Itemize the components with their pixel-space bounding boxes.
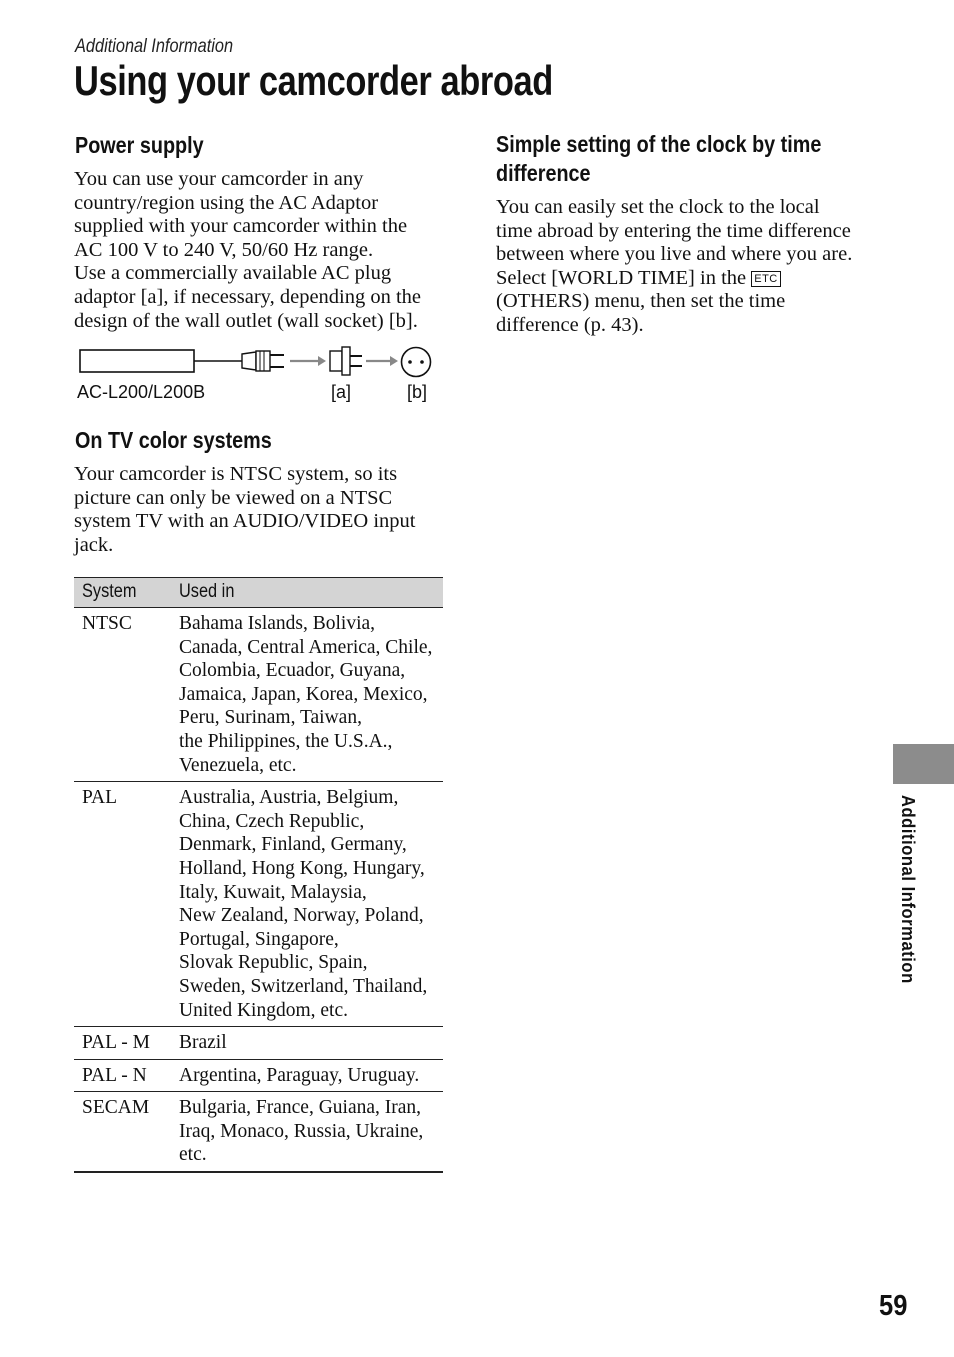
others-menu-icon: ETC xyxy=(751,271,781,287)
table-row xyxy=(74,1092,443,1173)
system-cell: NTSC xyxy=(82,613,132,634)
plug-adaptor-icon xyxy=(330,347,362,375)
system-cell: PAL - M xyxy=(82,1032,150,1054)
table-row xyxy=(74,1027,443,1060)
tv-systems-table xyxy=(74,577,443,1173)
plug-label: [a] xyxy=(331,382,352,402)
tv-systems-heading: On TV color systems xyxy=(75,427,272,453)
column-header-system: System xyxy=(82,581,137,602)
table-row xyxy=(74,1060,443,1093)
ac-adaptor-icon xyxy=(80,350,194,372)
column-header-used-in: Used in xyxy=(179,581,235,602)
side-tab-marker xyxy=(893,744,954,784)
table-row xyxy=(74,782,443,1027)
plug-diagram-graphic xyxy=(74,340,444,385)
page-number: 59 xyxy=(879,1290,908,1322)
table-header xyxy=(74,577,443,608)
power-supply-heading: Power supply xyxy=(75,132,204,158)
power-supply-text: You can use your camcorder in any country/region using the AC Adaptor supplied with your camcorder within the AC 100 V to 240 V, 50/60 Hz range. Use a commercially available AC plug adaptor [a], if necessary, depending on the design of the wall outlet (wall socket) [b]. xyxy=(74,168,422,332)
system-cell: SECAM xyxy=(82,1097,150,1119)
used-in-cell: Argentina, Paraguay, Uruguay. xyxy=(179,1064,420,1086)
used-in-cell: Australia, Austria, Belgium, China, Czech Republic, Denmark, Finland, Germany, Holland, Hong Kong, Hungary, Italy, Kuwait, Malaysia, New Zealand, Norway, Poland, Portugal, Singapore, Slovak Republic, Spain, Sweden, Switzerland, Thailand, United Kingdom, etc. xyxy=(179,787,428,1021)
power-plug-icon xyxy=(242,351,284,371)
wall-socket-icon xyxy=(402,348,431,377)
section-label: Additional Information xyxy=(75,36,234,57)
tv-systems-text: Your camcorder is NTSC system, so its picture can only be viewed on a NTSC system TV with an AUDIO/VIDEO input jack. xyxy=(74,463,416,556)
adaptor-model-label: AC-L200/L200B xyxy=(77,382,206,402)
used-in-cell: Bahama Islands, Bolivia, Canada, Central America, Chile, Colombia, Ecuador, Guyana, Jamaica, Japan, Korea, Mexico, Peru, Surinam, Taiwan, the Philippines, the U.S.A., Venezuela, etc. xyxy=(179,613,433,776)
socket-label: [b] xyxy=(407,382,428,402)
used-in-cell: Bulgaria, France, Guiana, Iran, Iraq, Monaco, Russia, Ukraine, etc. xyxy=(179,1097,424,1166)
table-row xyxy=(74,608,443,782)
power-adaptor-diagram xyxy=(74,340,444,410)
system-cell: PAL - N xyxy=(82,1064,147,1086)
side-tab-label: Additional Information xyxy=(898,795,918,984)
page-title: Using your camcorder abroad xyxy=(74,57,553,104)
clock-heading: Simple setting of the clock by time difference xyxy=(496,131,822,186)
system-cell: PAL xyxy=(82,787,118,809)
clock-text: You can easily set the clock to the local time abroad by entering the time difference between where you live and where you are. Select [WORLD TIME] in the ETC (OTHERS) menu, then set the time difference (p. 43). xyxy=(496,196,853,336)
used-in-cell: Brazil xyxy=(179,1032,227,1054)
